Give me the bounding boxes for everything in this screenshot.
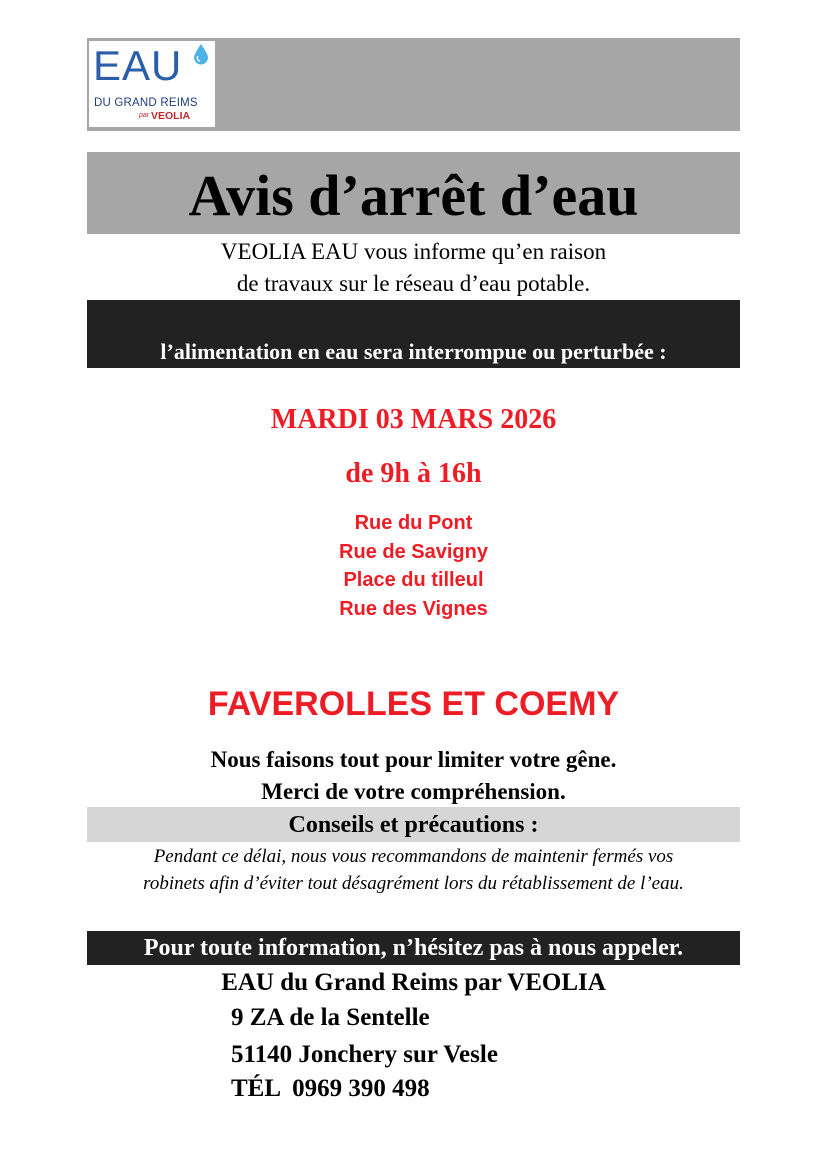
advice-title: Conseils et précautions :: [288, 812, 539, 838]
logo-subtitle: DU GRAND REIMS: [94, 97, 198, 109]
company-name: EAU du Grand Reims par VEOLIA: [221, 969, 606, 996]
interruption-text: l’alimentation en eau sera interrompue ou perturbée :: [160, 339, 667, 364]
outage-hours: de 9h à 16h: [345, 458, 482, 489]
town-name: FAVEROLLES ET COEMY: [207, 685, 620, 723]
advice-line-2: robinets afin d’éviter tout désagrément lors du rétablissement de l’eau.: [143, 873, 684, 894]
street-item: Rue de Savigny: [339, 540, 488, 563]
water-drop-icon: [193, 43, 209, 65]
apology-line-2: Merci de votre compréhension.: [261, 779, 566, 804]
logo-brand: EAU: [93, 42, 183, 89]
address-line-1: 9 ZA de la Sentelle: [231, 1004, 430, 1031]
street-item: Place du tilleul: [343, 569, 484, 591]
street-item: Rue du Pont: [354, 512, 473, 534]
eau-du-grand-reims-logo: [89, 41, 215, 127]
advice-line-1: Pendant ce délai, nous vous recommandons de maintenir fermés vos: [153, 846, 674, 867]
intro-line-2: de travaux sur le réseau d’eau potable.: [236, 271, 591, 296]
logo-par: par: [139, 112, 150, 119]
phone-number: TÉL 0969 390 498: [231, 1075, 430, 1102]
contact-info-text: Pour toute information, n’hésitez pas à nous appeler.: [143, 935, 684, 961]
intro-text: [87, 236, 740, 300]
apology-line-1: Nous faisons tout pour limiter votre gêne.: [210, 747, 617, 772]
affected-streets: [87, 509, 740, 623]
outage-date: MARDI 03 MARS 2026: [270, 404, 557, 435]
intro-line-1: VEOLIA EAU vous informe qu’en raison: [220, 239, 607, 264]
advice-text: [87, 843, 740, 897]
logo-veolia: VEOLIA: [151, 110, 191, 122]
apology-text: [87, 744, 740, 808]
street-item: Rue des Vignes: [339, 597, 488, 620]
address-line-2: 51140 Jonchery sur Vesle: [231, 1041, 498, 1068]
notice-title: Avis d’arrêt d’eau: [188, 163, 639, 228]
